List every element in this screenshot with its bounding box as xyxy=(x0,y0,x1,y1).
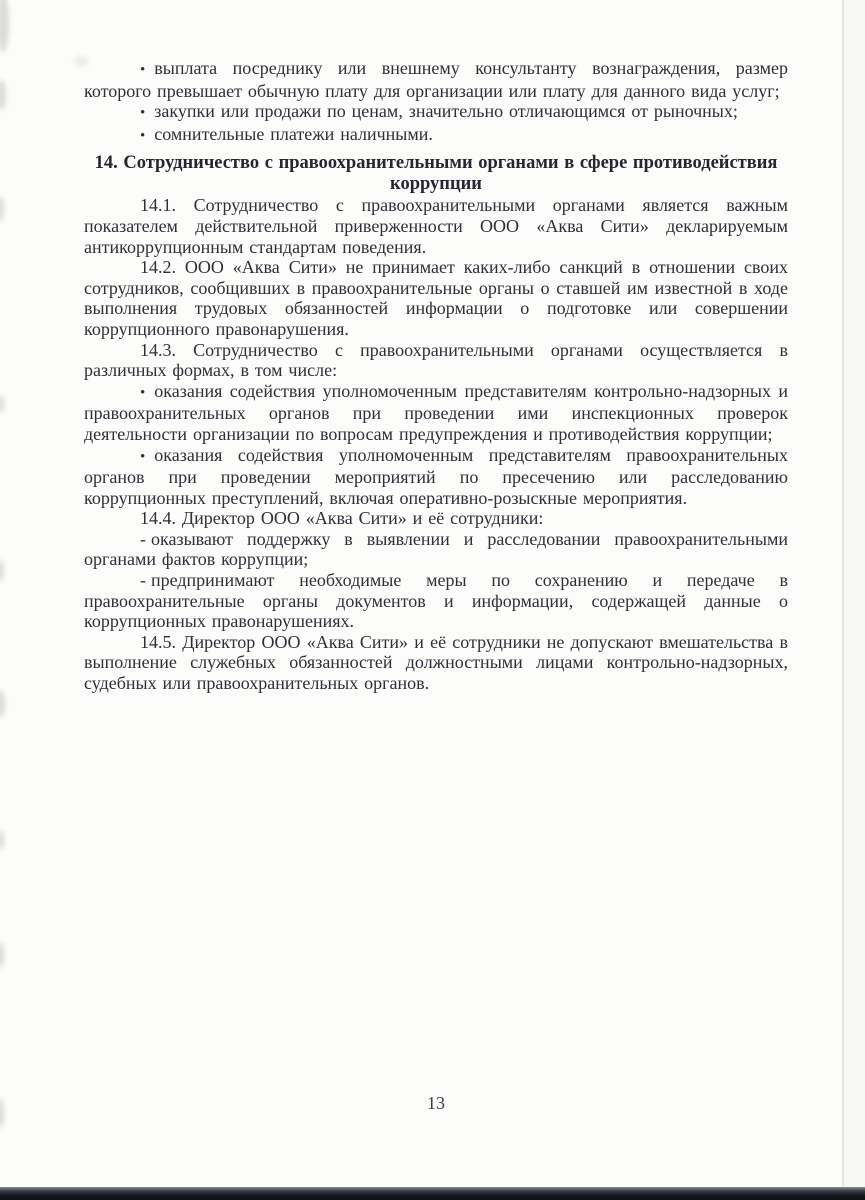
clause-14-1: 14.1. Сотрудничество с правоохранительными органами является важным показателем действительной приверженности ООО «Аква Сити» декларируемым антикоррупционным стандартам поведения. xyxy=(84,195,788,257)
intro-bullet-text-2: закупки или продажи по ценам, значительно отличающимся от рыночных; xyxy=(154,101,738,122)
scan-smudge-artifact xyxy=(0,830,4,850)
clause-14-4-item-text-2: предпринимают необходимые меры по сохранению и передаче в правоохранительные органы документов и информации, содержащей данные о коррупционных правонарушениях. xyxy=(84,570,788,632)
clause-14-4-item-2 xyxy=(84,570,788,632)
cooperation-bullet-text-1: оказания содействия уполномоченным представителям контрольно-надзорных и правоохранительных органов при проведении ими инспекционных проверок деятельности организации по вопросам предупреждения и противодействия коррупции; xyxy=(84,380,788,444)
intro-bullet-item-1 xyxy=(84,58,788,101)
bullet-icon: • xyxy=(140,127,146,144)
section-14-heading xyxy=(84,153,788,195)
scan-smudge-artifact xyxy=(0,1098,4,1128)
clause-14-5: 14.5. Директор ООО «Аква Сити» и её сотрудники не допускают вмешательства в выполнение служебных обязанностей должностными лицами контрольно-надзорных, судебных или правоохранительных органов. xyxy=(84,631,788,694)
page-number: 13 xyxy=(427,1093,445,1113)
bullet-icon: • xyxy=(140,105,146,122)
bullet-icon: • xyxy=(140,384,146,401)
intro-bullet-item-3 xyxy=(84,124,788,147)
clause-14-4-item-text-1: оказывают поддержку в выявлении и расследовании правоохранительными органами фактов коррупции; xyxy=(84,528,788,570)
page-edge-line xyxy=(842,0,844,1200)
section-14-heading-line-2: коррупции xyxy=(390,174,482,195)
clause-14-3: 14.3. Сотрудничество с правоохранительными органами осуществляется в различных формах, в том числе: xyxy=(84,339,788,381)
intro-bullet-item-2 xyxy=(84,101,788,124)
cooperation-bullet-item-1 xyxy=(84,381,788,445)
clause-14-2: 14.2. ООО «Аква Сити» не принимает каких-либо санкций в отношении своих сотрудников, сообщивших в правоохранительные органы о ставшей им известной в ходе выполнения трудовых обязанностей информации о подготовке или совершении коррупционного правонарушения. xyxy=(84,257,788,339)
page-edge-region xyxy=(844,0,865,1200)
scan-smudge-artifact xyxy=(0,196,4,222)
section-14-heading-line-1: 14. Сотрудничество с правоохранительными органами в сфере противодействия xyxy=(94,153,778,174)
dash-marker: - xyxy=(140,528,146,549)
intro-bullet-text-3: сомнительные платежи наличными. xyxy=(154,123,433,144)
cooperation-bullet-text-2: оказания содействия уполномоченным представителям правоохранительных органов при проведении мероприятий по пресечению или расследованию коррупционных преступлений, включая оперативно-розыскные мероприятия. xyxy=(84,444,788,508)
scan-smudge-artifact xyxy=(0,80,6,110)
intro-bullet-text-1: выплата посреднику или внешнему консультанту вознаграждения, размер которого превышает обычную плату для организации или плату для данного вида услуг; xyxy=(84,58,788,101)
scan-smudge-artifact xyxy=(0,690,5,718)
scan-smudge-artifact xyxy=(0,0,9,52)
dash-marker: - xyxy=(140,570,146,591)
scan-smudge-artifact xyxy=(0,942,4,968)
cooperation-bullet-item-2 xyxy=(84,445,788,509)
bullet-icon: • xyxy=(140,62,146,78)
scan-smudge-artifact xyxy=(0,395,4,413)
document-text xyxy=(84,58,788,694)
clause-14-4: 14.4. Директор ООО «Аква Сити» и её сотрудники: xyxy=(140,508,544,529)
bullet-icon: • xyxy=(140,448,146,465)
scan-smudge-artifact xyxy=(0,560,4,582)
clause-14-4-item-1 xyxy=(84,529,788,570)
scan-bottom-bar xyxy=(0,1187,865,1200)
